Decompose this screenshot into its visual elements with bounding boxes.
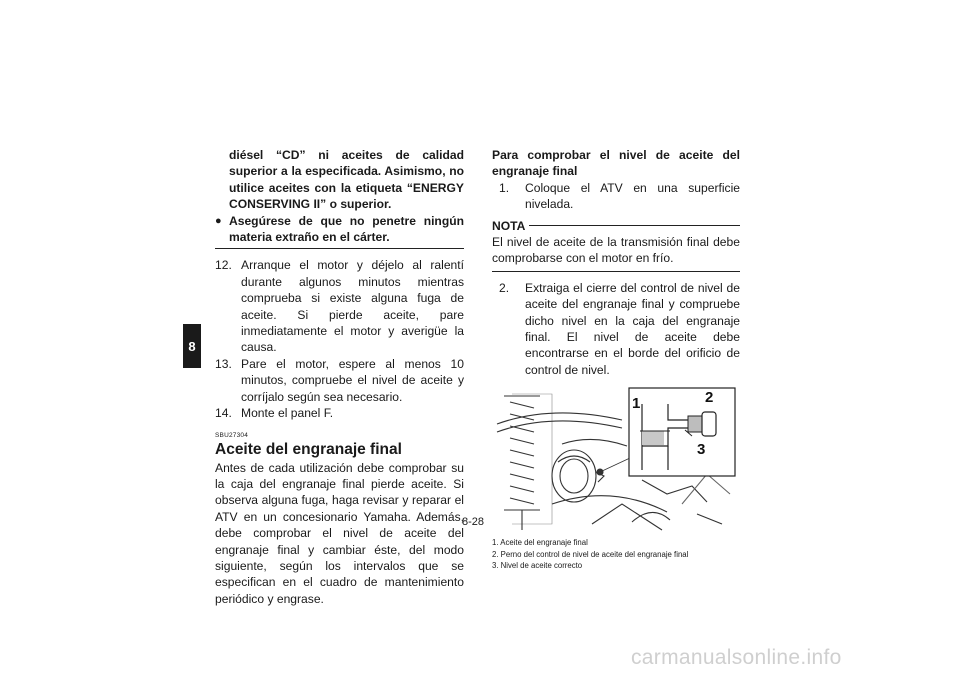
- step-text: Monte el panel F.: [241, 406, 334, 421]
- section-code: SBU27304: [215, 431, 249, 439]
- gear-case-illustration: [492, 384, 740, 532]
- step-list: [492, 280, 740, 378]
- right-column: [492, 147, 740, 572]
- step-number: 14.: [215, 406, 232, 421]
- step-text: Extraiga el cierre del control de nivel de aceite del engranaje final y compruebe dicho nivel en la caja del engranaje final. El nivel de aceite debe encontrarse en el borde del orificio de control de nivel.: [525, 280, 740, 377]
- figure-callout-2: 2: [705, 389, 714, 407]
- step-number: 13.: [215, 356, 232, 371]
- figure-caption: 1. Aceite del engranaje final: [492, 538, 588, 548]
- figure-caption: 2. Perno del control de nivel de aceite del engranaje final: [492, 549, 689, 559]
- step-item: [215, 257, 464, 355]
- subheading: Para comprobar el nivel de aceite del engranaje final: [492, 148, 740, 179]
- nota-label: NOTA: [492, 218, 526, 233]
- nota-rule: [529, 225, 740, 226]
- nota-header: [492, 218, 740, 234]
- step-list: [492, 180, 740, 213]
- section-body: Antes de cada utilización debe comprobar su la caja del engranaje final pierde aceite. Si observa alguna fuga, haga revisar y reparar el ATV en un concesionario Yamaha. Además, debe comprobar el nivel de aceite del engranaje final y cambiar éste, del modo siguiente, según los intervalos que se especifican en el cuadro de mantenimiento periódico y engrase.: [215, 460, 464, 606]
- warning-continuation: diésel “CD” ni aceites de calidad superior a la especificada. Asimismo, no utilice aceites con la etiqueta “ENERGY CONSERVING II” o superior.: [229, 148, 464, 212]
- section-title: Aceite del engranaje final: [215, 440, 402, 458]
- step-list: [215, 257, 464, 421]
- page-number: 8-28: [462, 516, 485, 528]
- nota-end-rule: [492, 271, 740, 272]
- step-number: 2.: [499, 280, 510, 295]
- step-number: 1.: [499, 180, 510, 195]
- nota-text: El nivel de aceite de la transmisión final debe comprobarse con el motor en frío.: [492, 235, 740, 266]
- warning-end-rule: [215, 248, 464, 249]
- gear-oil-figure: [492, 384, 740, 532]
- bullet-icon: ●: [215, 214, 222, 227]
- step-item: [499, 280, 740, 378]
- left-column: [215, 147, 464, 607]
- chapter-tab: 8: [183, 324, 201, 368]
- watermark: carmanualsonline.info: [631, 646, 842, 669]
- step-item: [215, 356, 464, 405]
- step-text: Pare el motor, espere al menos 10 minutos, compruebe el nivel de aceite y corríjalo según sea necesario.: [241, 356, 464, 404]
- figure-captions: [492, 537, 740, 572]
- step-item: [499, 180, 740, 213]
- warning-bullet-item: [215, 213, 464, 246]
- step-text: Coloque el ATV en una superficie nivelada.: [525, 180, 740, 212]
- warning-bullet-text: Asegúrese de que no penetre ningún materia extraño en el cárter.: [229, 213, 464, 245]
- figure-callout-3: 3: [697, 441, 706, 459]
- step-text: Arranque el motor y déjelo al ralentí durante algunos minutos mientras comprueba si existe alguna fuga de aceite. Si pierde aceite, pare inmediatamente el motor y averigüe la causa.: [241, 258, 464, 355]
- figure-callout-1: 1: [632, 395, 641, 413]
- step-number: 12.: [215, 258, 232, 273]
- figure-caption: 3. Nivel de aceite correcto: [492, 561, 583, 571]
- step-item: [215, 405, 464, 421]
